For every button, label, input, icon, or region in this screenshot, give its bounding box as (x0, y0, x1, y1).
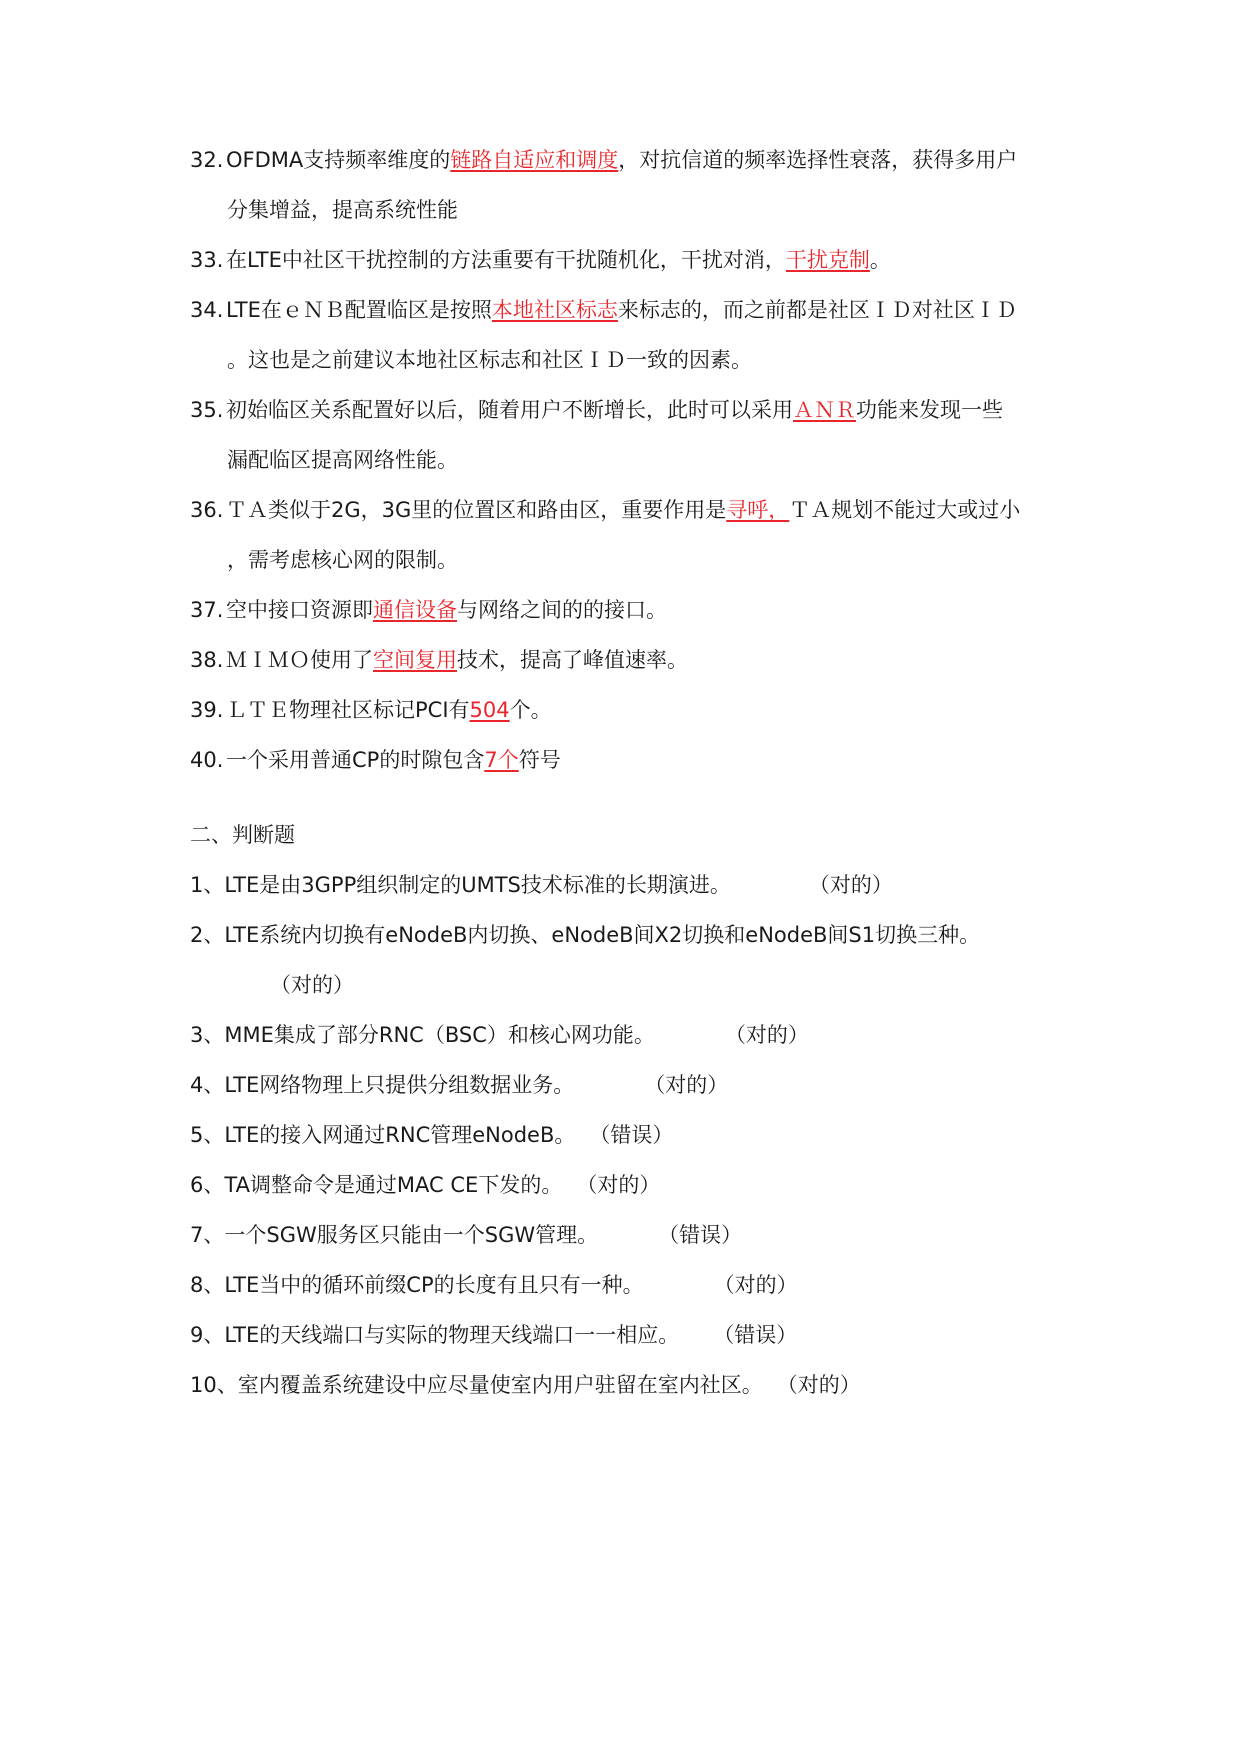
item-answer: （对的） (808, 873, 893, 897)
item-text: LTE网络物理上只提供分组数据业务。 (224, 1073, 575, 1097)
answer-blank: 寻呼， (726, 498, 790, 522)
item-number: 4、 (190, 1073, 225, 1097)
item-number: 35. (190, 398, 224, 422)
fill-item-40 (190, 745, 1070, 775)
item-number: 10、 (190, 1373, 238, 1397)
judge-item-9 (190, 1320, 1070, 1350)
item-text: LTE是由3GPP组织制定的UMTS技术标准的长期演进。 (224, 873, 731, 897)
answer-blank: 空间复用 (373, 648, 457, 672)
judge-item-3 (190, 1020, 1070, 1050)
item-number: 2、 (190, 923, 225, 947)
fill-item-39 (190, 695, 1070, 725)
item-text-before: 一个采用普通CP的时隙包含 (226, 748, 485, 772)
fill-item-32-continuation (227, 195, 1107, 225)
item-answer: （对的） (644, 1073, 729, 1097)
item-number: 38. (190, 648, 224, 672)
fill-item-36-continuation (227, 545, 1107, 575)
item-answer: （错误） (589, 1123, 674, 1147)
item-text-after: 来标志的，而之前都是社区ＩＤ对社区ＩＤ (617, 298, 1017, 322)
item-text: LTE的天线端口与实际的物理天线端口一一相应。 (224, 1323, 680, 1347)
item-text: LTE的接入网通过RNC管理eNodeB。 (224, 1123, 576, 1147)
item-number: 5、 (190, 1123, 225, 1147)
item-number: 9、 (190, 1323, 225, 1347)
section-title (190, 820, 1070, 850)
item-text-before: 空中接口资源即 (226, 598, 373, 622)
item-text-after: 个。 (509, 698, 552, 722)
answer-blank: 链路自适应和调度 (450, 148, 619, 172)
item-text: LTE系统内切换有eNodeB内切换、eNodeB间X2切换和eNodeB间S1切换三种。 (224, 923, 981, 947)
fill-item-32 (190, 145, 1070, 175)
item-number: 1、 (190, 873, 225, 897)
item-text-before: 初始临区关系配置好以后，随着用户不断增长，此时可以采用 (226, 398, 793, 422)
item-answer: （对的） (776, 1373, 861, 1397)
item-number: 8、 (190, 1273, 225, 1297)
item-text-continuation: 分集增益，提高系统性能 (227, 198, 458, 222)
item-answer: （错误） (658, 1223, 743, 1247)
judge-item-6 (190, 1170, 1070, 1200)
item-number: 34. (190, 298, 224, 322)
item-text-after: 与网络之间的的接口。 (457, 598, 667, 622)
item-number: 7、 (190, 1223, 225, 1247)
item-text-after: ＴＡ规划不能过大或过小 (789, 498, 1021, 522)
item-answer: （对的） (270, 973, 354, 997)
item-text-before: ＬＴＥ物理社区标记PCI有 (226, 698, 470, 722)
judge-item-4 (190, 1070, 1070, 1100)
judge-item-2 (190, 920, 1070, 950)
answer-blank: 本地社区标志 (491, 298, 618, 322)
judge-item-1 (190, 870, 1070, 900)
fill-item-34 (190, 295, 1070, 325)
item-text-before: ＴＡ类似于2G，3G里的位置区和路由区，重要作用是 (226, 498, 727, 522)
answer-blank: 504 (469, 698, 510, 722)
item-text: 一个SGW服务区只能由一个SGW管理。 (224, 1223, 599, 1247)
item-text-after: 功能来发现一些 (856, 398, 1003, 422)
item-number: 40. (190, 748, 224, 772)
answer-blank: 7个 (484, 748, 519, 772)
item-text-before: OFDMA支持频率维度的 (226, 148, 451, 172)
item-number: 37. (190, 598, 224, 622)
item-number: 3、 (190, 1023, 225, 1047)
judge-item-2-answer-line (270, 970, 1150, 1000)
fill-item-36 (190, 495, 1070, 525)
item-answer: （对的） (713, 1273, 798, 1297)
fill-item-37 (190, 595, 1070, 625)
item-text-after: 符号 (518, 748, 561, 772)
item-text: 室内覆盖系统建设中应尽量使室内用户驻留在室内社区。 (237, 1373, 763, 1397)
item-answer: （对的） (576, 1173, 661, 1197)
section-title-text: 二、判断题 (190, 823, 295, 847)
judge-item-8 (190, 1270, 1070, 1300)
fill-item-33 (190, 245, 1070, 275)
item-text-after: ，对抗信道的频率选择性衰落，获得多用户 (618, 148, 1018, 172)
item-text: MME集成了部分RNC（BSC）和核心网功能。 (224, 1023, 655, 1047)
item-number: 36. (190, 498, 224, 522)
item-answer: （对的） (724, 1023, 809, 1047)
answer-blank: 干扰克制 (785, 248, 870, 272)
fill-item-34-continuation (227, 345, 1107, 375)
item-text-after: 技术，提高了峰值速率。 (457, 648, 688, 672)
item-text-continuation: 。这也是之前建议本地社区标志和社区ＩＤ一致的因素。 (227, 348, 752, 372)
judge-item-5 (190, 1120, 1070, 1150)
item-text: TA调整命令是通过MAC CE下发的。 (224, 1173, 563, 1197)
item-answer: （错误） (713, 1323, 798, 1347)
fill-item-35 (190, 395, 1070, 425)
answer-blank: 通信设备 (373, 598, 457, 622)
item-number: 32. (190, 148, 224, 172)
item-text-before: ＭＩＭＯ使用了 (226, 648, 373, 672)
item-text-before: 在LTE中社区干扰控制的方法重要有干扰随机化，干扰对消， (226, 248, 786, 272)
fill-item-38 (190, 645, 1070, 675)
item-text: LTE当中的循环前缀CP的长度有且只有一种。 (224, 1273, 644, 1297)
item-text-before: LTE在ｅＮＢ配置临区是按照 (226, 298, 492, 322)
judge-item-10 (190, 1370, 1070, 1400)
item-text-continuation: ，需考虑核心网的限制。 (227, 548, 458, 572)
fill-item-35-continuation (227, 445, 1107, 475)
answer-blank: ＡＮＲ (793, 398, 856, 422)
judge-item-7 (190, 1220, 1070, 1250)
item-text-after: 。 (869, 248, 891, 272)
item-number: 39. (190, 698, 224, 722)
item-text-continuation: 漏配临区提高网络性能。 (227, 448, 458, 472)
item-number: 6、 (190, 1173, 225, 1197)
item-number: 33. (190, 248, 224, 272)
